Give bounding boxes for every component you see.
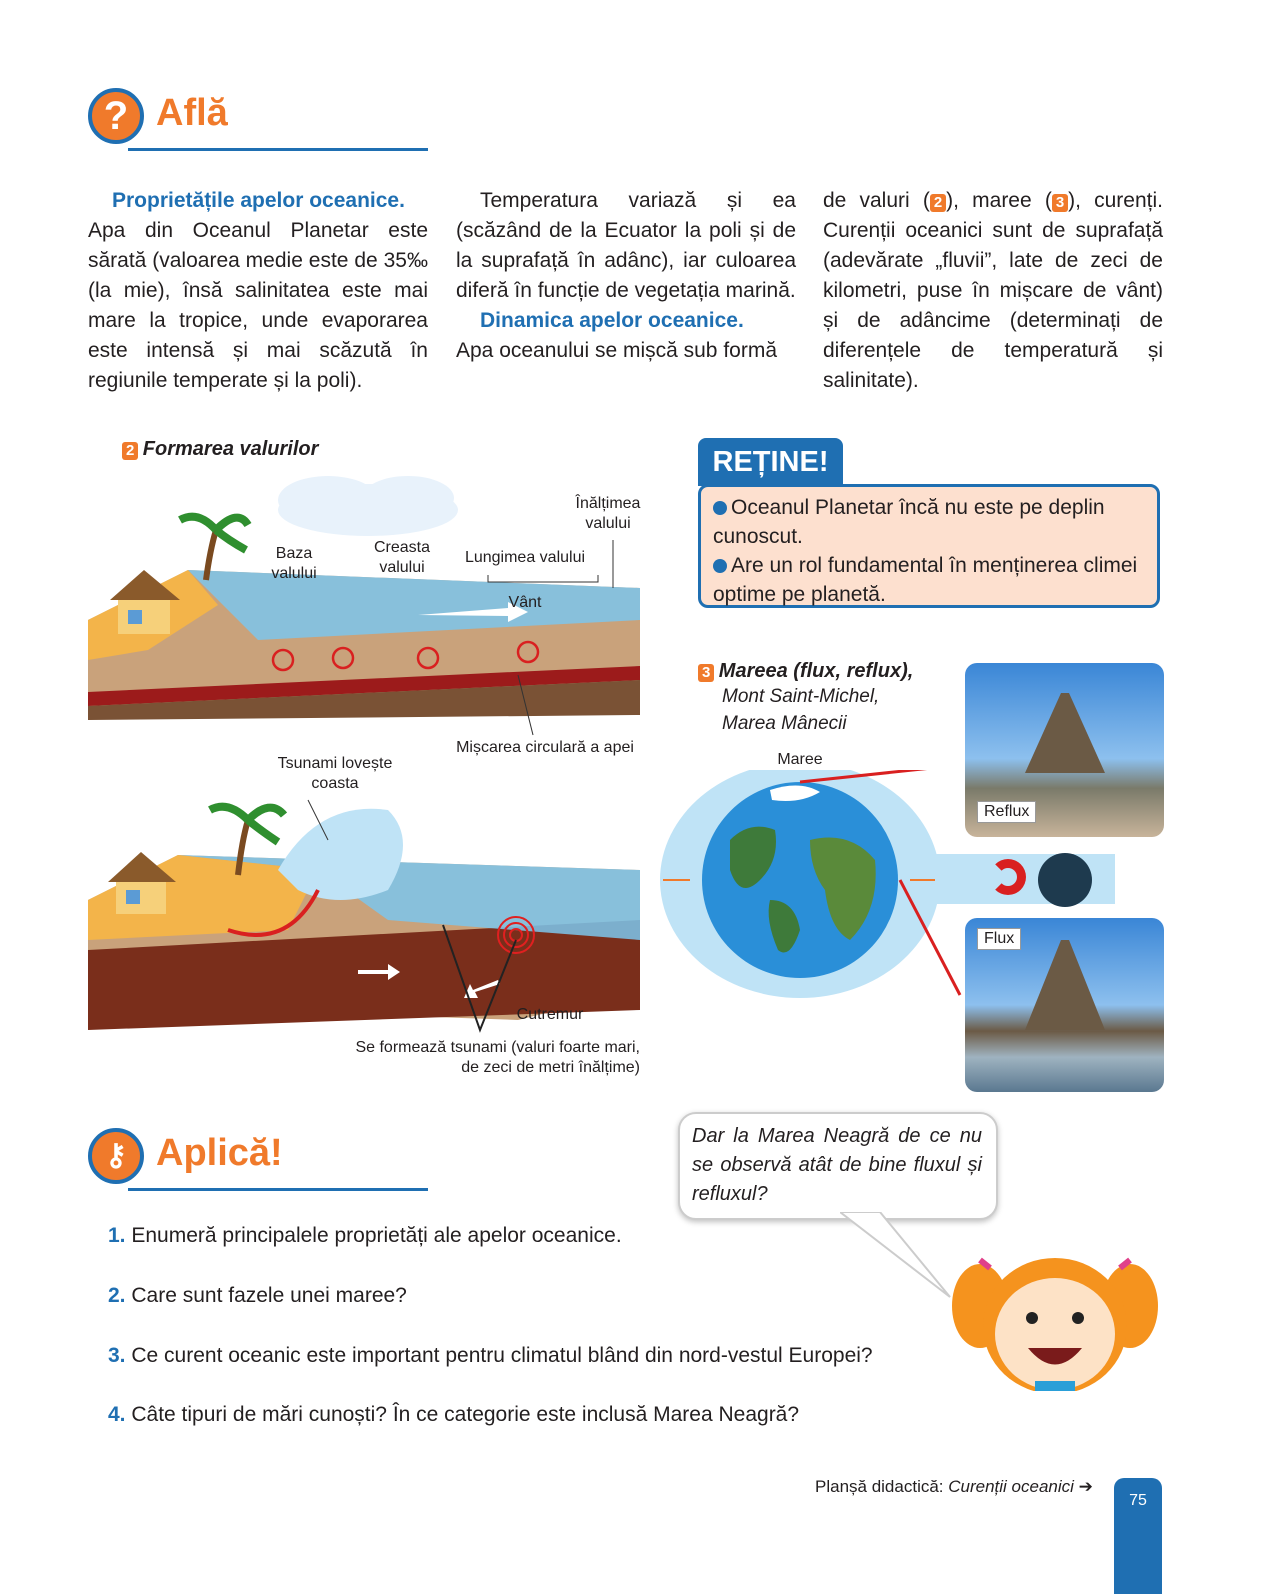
- wind-label: Vânt: [508, 594, 542, 611]
- dynamics-heading: Dinamica apelor oceanice.: [480, 309, 744, 332]
- dynamics-text: Apa oceanului se mișcă sub formă: [456, 339, 777, 362]
- fig3-subtitle-2: Marea Mânecii: [722, 713, 847, 734]
- retine-box: [698, 484, 1160, 608]
- aplica-heading: [88, 1128, 433, 1198]
- col3-text-a: de valuri (: [823, 189, 930, 212]
- question-2: 2. Care sunt fazele unei maree?: [108, 1284, 407, 1307]
- didactic-sheet-link[interactable]: [815, 1477, 1093, 1497]
- fig3-caption: [698, 660, 948, 737]
- properties-text: Apa din Oceanul Planetar este sărată (valoarea medie este de 35‰ (la mie), însă salinitatea este mai mare la tropice, unde evaporarea este intensă și mai scăzută în regiunile temperate și la poli).: [88, 219, 428, 392]
- fig3-ref-tag: 3: [1052, 194, 1068, 212]
- lower-ocean-block: [88, 809, 640, 1030]
- speech-bubble-tail: [840, 1212, 960, 1302]
- moon-icon: [1038, 853, 1092, 907]
- bullet-icon: [713, 559, 727, 573]
- intro-column-1: [88, 186, 428, 396]
- reflux-photo: [965, 663, 1164, 837]
- fig3-subtitle-1: Mont Saint-Michel,: [722, 686, 880, 707]
- wave-crest-label: Creasta valului: [373, 539, 431, 576]
- tsunami-formation-label: Se formează tsunami (valuri foarte mari, de zeci de metri înălțime): [355, 1039, 640, 1076]
- tide-label: Maree: [777, 751, 823, 768]
- intro-column-2: [456, 186, 796, 366]
- wave-length-bracket: [488, 575, 598, 582]
- didactic-sheet-label: Planșă didactică:: [815, 1477, 949, 1496]
- speech-bubble-text: Dar la Marea Neagră de ce nu se observă atât de bine fluxul și refluxul?: [692, 1125, 982, 1205]
- fig3-title: Mareea (flux, reflux),: [718, 660, 914, 682]
- flux-photo: [965, 918, 1164, 1092]
- key-icon: ⚷: [88, 1128, 144, 1184]
- retine-title: REȚINE!: [698, 438, 843, 486]
- afla-title: Află: [156, 92, 228, 134]
- fig2-ref-tag: 2: [930, 194, 946, 212]
- fig2-number: 2: [122, 442, 138, 460]
- didactic-sheet-title: Curenții oceanici: [948, 1477, 1074, 1496]
- retine-item-1: Oceanul Planetar încă nu este pe deplin cunoscut.: [713, 496, 1105, 548]
- aplica-title: Aplică!: [156, 1132, 283, 1174]
- speech-bubble: [678, 1112, 998, 1220]
- flux-label: Flux: [977, 928, 1021, 950]
- retine-item-2: Are un rol fundamental în menținerea climei optime pe planetă.: [713, 554, 1138, 606]
- girl-illustration: [950, 1256, 1160, 1391]
- tsunami-label: Tsunami lovește coasta: [277, 755, 393, 792]
- page-number-tab: [1114, 1478, 1162, 1594]
- fig2-caption: [122, 438, 318, 461]
- arrow-right-icon: ➔: [1078, 1477, 1093, 1496]
- afla-heading: [88, 88, 433, 158]
- earth-tide-diagram: [660, 770, 970, 1010]
- circular-motion-label: Mișcarea circulară a apei: [456, 739, 634, 756]
- question-1: 1. Enumeră principalele proprietăți ale apelor oceanice.: [108, 1224, 622, 1247]
- earthquake-label: Cutremur: [516, 1006, 584, 1023]
- properties-heading: Proprietățile apelor oceanice.: [112, 189, 405, 212]
- cloud-icon: [278, 476, 458, 536]
- tsunami-wave: [278, 809, 403, 900]
- magnet-icon: [980, 857, 1032, 899]
- col3-text-c: ), curenți. Curenții oceanici sunt de suprafață (adevărate „fluvii”, late de zeci de kilometri, puse în mișcare de vânt) și de adâncime (determinați de diferențele de temperatură și salinitate).: [823, 189, 1163, 392]
- wave-base-label: Baza valului: [271, 545, 317, 582]
- wave-length-label: Lungimea valului: [464, 549, 586, 566]
- temperature-text: Temperatura variază și ea (scăzând de la Ecuator la poli și de la suprafață în adânc), iar culoarea diferă în funcție de vegetația marină.: [456, 189, 796, 302]
- intro-column-3: [823, 186, 1163, 396]
- fig3-number: 3: [698, 664, 714, 682]
- wave-height-label: Înălțimea valului: [575, 495, 641, 532]
- aplica-rule: [128, 1188, 428, 1191]
- fig2-title: Formarea valurilor: [142, 438, 319, 460]
- page-number: 75: [1129, 1492, 1147, 1509]
- question-3: 3. Ce curent oceanic este important pentru climatul blând din nord-vestul Europei?: [108, 1344, 873, 1367]
- question-mark-icon: ?: [88, 88, 144, 144]
- afla-rule: [128, 148, 428, 151]
- reflux-label: Reflux: [977, 801, 1036, 823]
- col3-text-b: ), maree (: [946, 189, 1052, 212]
- bullet-icon: [713, 501, 727, 515]
- question-4: 4. Câte tipuri de mări cunoști? În ce categorie este inclusă Marea Neagră?: [108, 1403, 800, 1426]
